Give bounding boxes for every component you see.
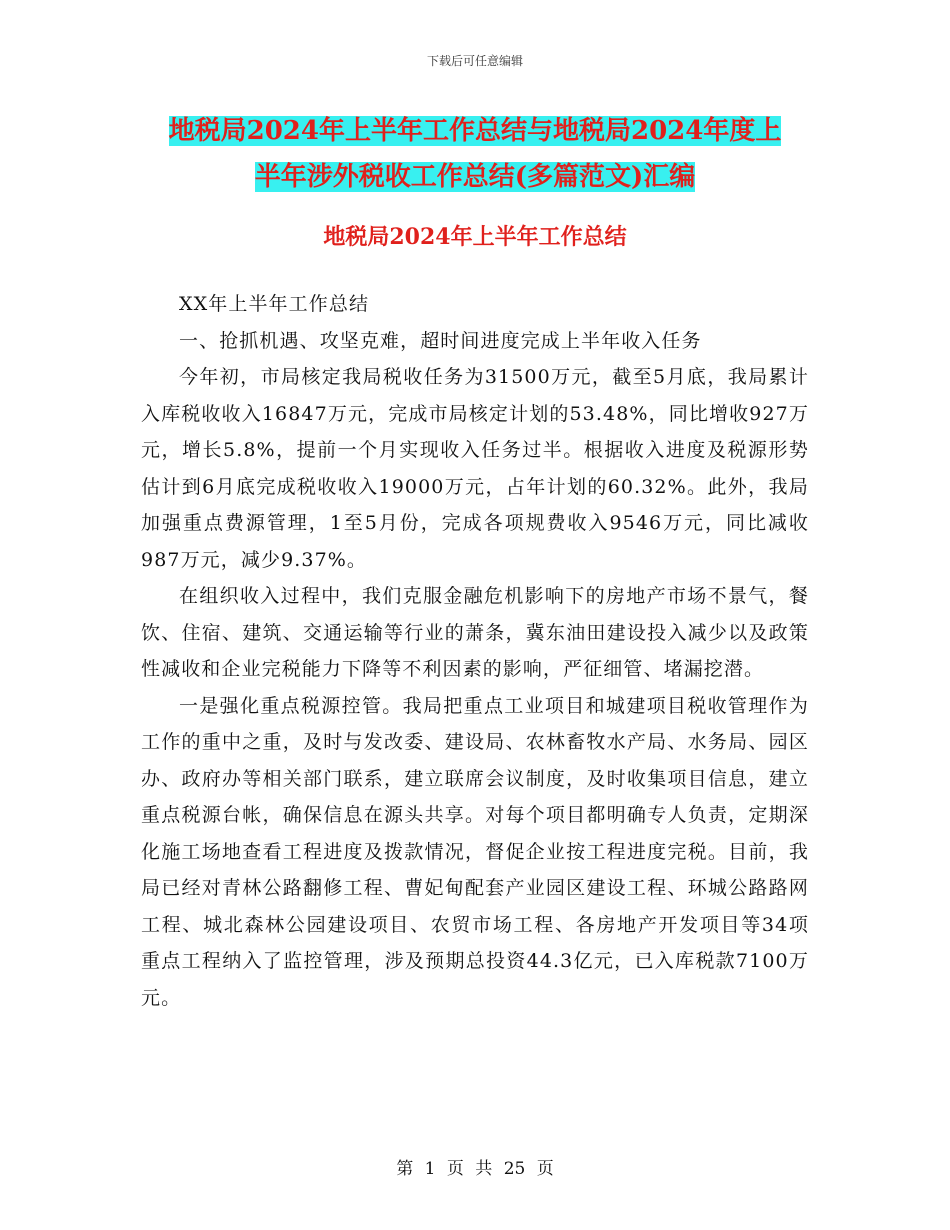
section-title: 地税局2024年上半年工作总结 — [323, 224, 627, 250]
document-body — [141, 286, 809, 1016]
paragraph: 一是强化重点税源控管。我局把重点工业项目和城建项目税收管理作为工作的重中之重，及时与发改委、建设局、农林畜牧水产局、水务局、园区办、政府办等相关部门联系，建立联席会议制度，及时收集项目信息，建立重点税源台帐，确保信息在源头共享。对每个项目都明确专人负责，定期深化施工场地查看工程进度及拨款情况，督促企业按工程进度完税。目前，我局已经对青林公路翻修工程、曹妃甸配套产业园区建设工程、环城公路路网工程、城北森林公园建设项目、农贸市场工程、各房地产开发项目等34项重点工程纳入了监控管理，涉及预期总投资44.3亿元，已入库税款7100万元。 — [141, 694, 809, 1009]
header-note: 下载后可任意编辑 — [426, 54, 523, 68]
paragraph: XX年上半年工作总结 — [179, 293, 370, 315]
page-footer: 第 1 页 共 25 页 — [396, 1159, 554, 1179]
title-line-1: 地税局2024年上半年工作总结与地税局2024年度上 — [168, 116, 782, 146]
paragraph: 一、抢抓机遇、攻坚克难，超时间进度完成上半年收入任务 — [179, 329, 702, 352]
paragraph: 在组织收入过程中，我们克服金融危机影响下的房地产市场不景气，餐饮、住宿、建筑、交通运输等行业的萧条，冀东油田建设投入减少以及政策性减收和企业完税能力下降等不利因素的影响，严征细管、堵漏挖潜。 — [141, 585, 809, 680]
paragraph: 今年初，市局核定我局税收任务为31500万元，截至5月底，我局累计入库税收收入16847万元，完成市局核定计划的53.48%，同比增收927万元，增长5.8%，提前一个月实现收入任务过半。根据收入进度及税源形势估计到6月底完成税收收入19000万元，占年计划的60.32%。此外，我局加强重点费源管理，1至5月份，完成各项规费收入9546万元，同比减收987万元，减少9.37%。 — [141, 366, 809, 571]
document-title — [140, 108, 810, 200]
title-line-2: 半年涉外税收工作总结(多篇范文)汇编 — [254, 162, 696, 192]
